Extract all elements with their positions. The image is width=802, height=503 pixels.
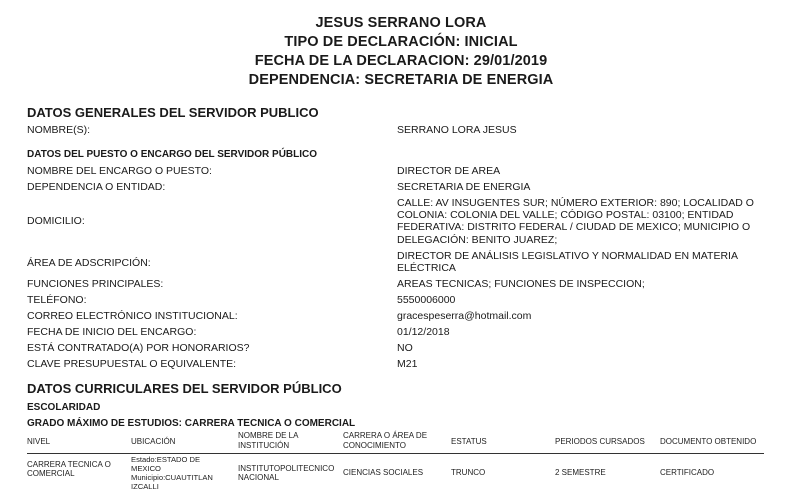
name-label: NOMBRE(S): <box>27 124 90 136</box>
education-table <box>27 431 764 494</box>
area-value: DIRECTOR DE ANÁLISIS LEGISLATIVO Y NORMALIDAD EN MATERIA ELÉCTRICA <box>397 250 738 275</box>
entity-label: DEPENDENCIA O ENTIDAD: <box>27 181 166 193</box>
functions-label: FUNCIONES PRINCIPALES: <box>27 278 164 290</box>
general-section-title: DATOS GENERALES DEL SERVIDOR PUBLICO <box>27 105 319 120</box>
document-header <box>0 14 802 90</box>
position-section-title: DATOS DEL PUESTO O ENCARGO DEL SERVIDOR PÚBLICO <box>27 149 318 160</box>
start-date-value: 01/12/2018 <box>397 326 450 338</box>
start-date-label: FECHA DE INICIO DEL ENCARGO: <box>27 326 197 338</box>
honorarios-label: ESTÁ CONTRATADO(A) POR HONORARIOS? <box>27 342 250 354</box>
table-header <box>27 431 764 454</box>
dependency: DEPENDENCIA: SECRETARIA DE ENERGIA <box>248 72 554 88</box>
cell-institution: INSTITUTOPOLITECNICO NACIONAL <box>238 464 335 482</box>
phone-value: 5550006000 <box>397 294 456 306</box>
phone-label: TELÉFONO: <box>27 294 87 306</box>
budget-key-label: CLAVE PRESUPUESTAL O EQUIVALENTE: <box>27 358 237 370</box>
grade-title: GRADO MÁXIMO DE ESTUDIOS: CARRERA TECNICA O COMERCIAL <box>27 418 356 429</box>
table-row <box>27 454 764 494</box>
schooling-subtitle: ESCOLARIDAD <box>27 402 101 413</box>
col-level: NIVEL <box>27 437 51 446</box>
cell-document: CERTIFICADO <box>660 468 715 477</box>
col-status: ESTATUS <box>451 437 487 446</box>
address-label: DOMICILIO: <box>27 215 85 227</box>
declarant-name: JESUS SERRANO LORA <box>315 15 487 31</box>
cell-periods: 2 SEMESTRE <box>555 468 606 477</box>
area-label: ÁREA DE ADSCRIPCIÓN: <box>27 257 151 269</box>
position-label: NOMBRE DEL ENCARGO O PUESTO: <box>27 165 212 177</box>
functions-value: AREAS TECNICAS; FUNCIONES DE INSPECCION; <box>397 278 645 290</box>
honorarios-value: NO <box>397 342 413 354</box>
col-document: DOCUMENTO OBTENIDO <box>660 437 757 446</box>
col-location: UBICACIÓN <box>131 437 176 446</box>
address-value: CALLE: AV INSUGENTES SUR; NÚMERO EXTERIOR: 890; LOCALIDAD O COLONIA: COLONIA DEL VALLE; CÓDIGO POSTAL: 03100; ENTIDAD FEDERATIVA: DISTRITO FEDERAL / CIUDAD DE MEXICO; MUNICIPIO O DELEGACIÓN: BENITO JUAREZ; <box>397 197 754 246</box>
budget-key-value: M21 <box>397 358 418 370</box>
declaration-type: TIPO DE DECLARACIÓN: INICIAL <box>284 34 518 50</box>
declaration-date: FECHA DE LA DECLARACION: 29/01/2019 <box>254 53 548 69</box>
col-career: CARRERA O ÁREA DE CONOCIMIENTO <box>343 431 428 450</box>
email-value: gracespeserra@hotmail.com <box>397 310 532 322</box>
cell-career: CIENCIAS SOCIALES <box>343 468 424 477</box>
position-value: DIRECTOR DE AREA <box>397 165 501 177</box>
cell-status: TRUNCO <box>451 468 486 477</box>
curricular-section-title: DATOS CURRICULARES DEL SERVIDOR PÚBLICO <box>27 381 342 396</box>
cell-location: Estado:ESTADO DE MEXICO Municipio:CUAUTITLAN IZCALLI <box>131 455 213 491</box>
email-label: CORREO ELECTRÓNICO INSTITUCIONAL: <box>27 310 238 322</box>
name-value: SERRANO LORA JESUS <box>397 124 517 136</box>
col-periods: PERIODOS CURSADOS <box>555 437 645 446</box>
cell-level: CARRERA TECNICA O COMERCIAL <box>27 460 111 478</box>
col-institution: NOMBRE DE LA INSTITUCIÓN <box>238 431 299 450</box>
entity-value: SECRETARIA DE ENERGIA <box>397 181 531 193</box>
